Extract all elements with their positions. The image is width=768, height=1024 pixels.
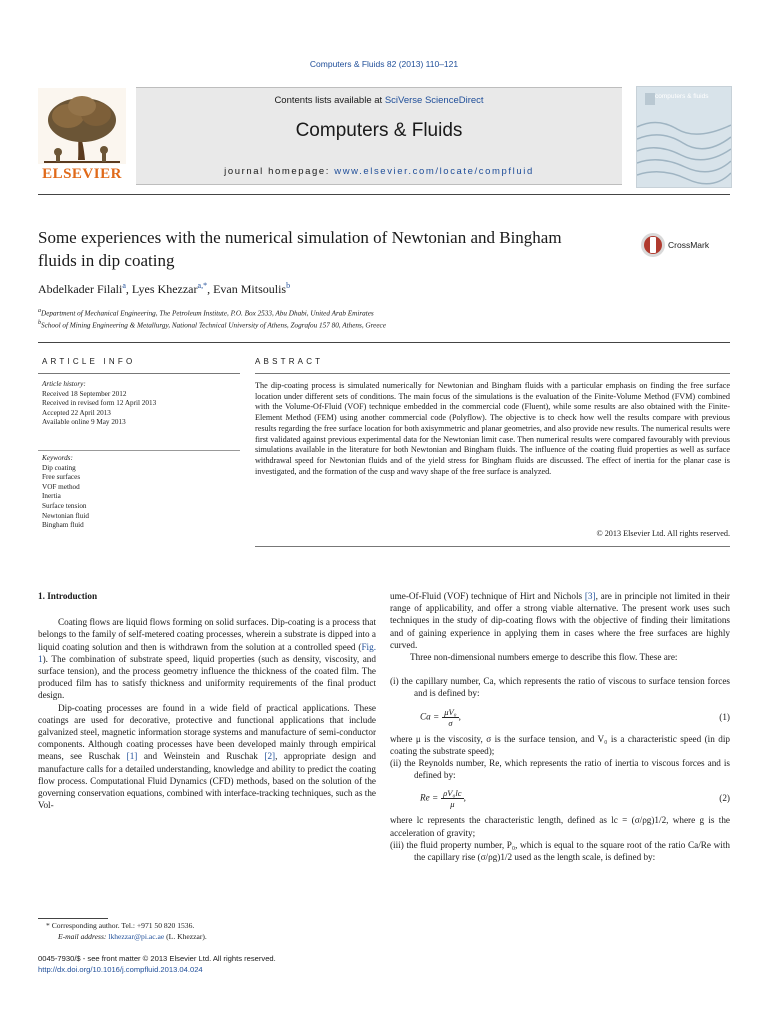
abstract-text: The dip-coating process is simulated numerically for Newtonian and Bingham fluids with a particular emphasis on finding the free surface location under different sets of conditions. The main focus of the simulations is the evaluation of the Finite-Volume Method (FVM) combined with the Volume-Of-Fluid (VOF) technique embedded in the commercial code (Fluent), while some results are also obtained with the Finite-Element Method (FEM) using another commercial code (Polyflow). The objective is to check how well the results compare with previous results regarding the free surface location for both axisymmetric and planar geometries, and also provide new results. The numerical results were first validated against previous experimental data for the Newtonian limit case. Then numerical results were compared favourably with previous simulations available in the literature for both Newtonian and Bingham fluids. The influence of the coating fluid properties as well as surface withdrawal speed for Newtonian fluids and of the yield stress for Bingham fluids are discussed. The effect of inertia for the planar case is investigated, and the formation of the cusp and wavy shape of the free surface is analyzed.: [255, 381, 731, 476]
keyword: Surface tension: [42, 501, 87, 510]
section-heading: 1. Introduction: [38, 591, 98, 601]
sciencedirect-link[interactable]: SciVerse ScienceDirect: [384, 95, 484, 106]
history-item: Received in revised form 12 April 2013: [42, 399, 157, 408]
cover-title: computers & fluids: [655, 93, 709, 100]
corresponding-author: * Corresponding author. Tel.: +971 50 820 1536.: [46, 921, 195, 930]
equation-lhs: Ca =: [420, 711, 440, 722]
affiliation-mark: b: [38, 320, 41, 327]
equation-fraction: [442, 707, 458, 728]
keyword: Free surfaces: [42, 473, 81, 482]
affiliation-text: Department of Mechanical Engineering, The Petroleum Institute, P.O. Box 2533, Abu Dhabi, United Arab Emirates: [41, 309, 374, 318]
paragraph: where lc represents the characteristic length, defined as lc = (σ/ρg)1/2, where g is the acceleration of gravity;: [390, 815, 730, 838]
keywords-label: Keywords:: [42, 454, 73, 462]
keywords-rule: [38, 450, 240, 451]
crossmark-label[interactable]: CrossMark: [668, 240, 710, 250]
author-list: Abdelkader Filali$^a$, Lyes Khezzar$^{a,*}$, Evan Mitsoulis$^b$: [38, 281, 291, 296]
author-affiliation-mark[interactable]: a: [122, 281, 126, 290]
homepage-link[interactable]: www.elsevier.com/locate/compfluid: [334, 166, 534, 177]
journal-reference[interactable]: Computers & Fluids 82 (2013) 110–121: [309, 59, 459, 69]
article-history: [42, 380, 237, 428]
paragraph-text: , are in principle not limited in their range of applicability, and offer a strong viable alternative. The present work uses such techniques in the study of dip-coating flows with the objective of finding their limitations and of gaining experience in applying them in cases where the free surfaces are highly curved.: [390, 591, 730, 650]
paragraph: [390, 590, 730, 651]
citation-link[interactable]: [2]: [264, 751, 276, 762]
paragraph: where μ is the viscosity, σ is the surface tension, and V₀ is a characteristic speed (in dip coating the substrate speed);: [390, 733, 730, 756]
contents-line: [136, 95, 622, 106]
keyword: Bingham fluid: [42, 521, 84, 530]
author-affiliation-mark[interactable]: a,*: [197, 281, 208, 290]
citation-link[interactable]: [1]: [126, 751, 138, 762]
list-item: (iii) the fluid property number, P₀, which is equal to the square root of the ratio Ca/Re with the capillary rise (σ/ρg)1/2 used as the length scale, is defined by:: [390, 839, 730, 863]
citation-link[interactable]: [3]: [584, 591, 596, 601]
keyword: Newtonian fluid: [42, 511, 89, 520]
author-affiliation-mark[interactable]: b: [286, 281, 291, 290]
section-rule: [38, 342, 730, 343]
affiliation-text: School of Mining Engineering & Metallurgy, National Technical University of Athens, Zografou 157 80, Athens, Greece: [41, 321, 386, 330]
cover-pattern: [637, 87, 731, 187]
journal-title: Computers & Fluids: [295, 120, 463, 141]
equation-fraction: [441, 788, 463, 809]
paragraph-text: ume-Of-Fluid (VOF) technique of Hirt and Nichols: [390, 591, 585, 601]
paragraph-text: and Weinstein and Ruschak: [137, 751, 265, 762]
email-link[interactable]: lkhezzar@pi.ac.ae: [108, 932, 165, 941]
publisher-name: ELSEVIER: [42, 166, 122, 182]
homepage-prefix: journal homepage:: [224, 166, 335, 177]
keyword: Dip coating: [42, 463, 76, 472]
affiliation-line: [38, 318, 386, 330]
journal-cover-thumbnail[interactable]: [636, 86, 732, 188]
paragraph: Three non-dimensional numbers emerge to describe this flow. These are:: [410, 652, 678, 663]
doi-link[interactable]: http://dx.doi.org/10.1016/j.compfluid.2013.04.024: [38, 965, 203, 974]
equation-number: (1): [719, 711, 730, 722]
history-item: Received 18 September 2012: [42, 389, 127, 398]
abstract-heading: ABSTRACT: [255, 357, 324, 366]
equation-number: (2): [719, 793, 730, 804]
article-title: Some experiences with the numerical simulation of Newtonian and Bingham fluids in dip coating: [38, 228, 562, 270]
equation-body: Re = $\frac{\text{ρV₀lc}}{\mu}$ ,: [420, 788, 466, 810]
history-label: Article history:: [42, 380, 86, 388]
equation-1: [390, 705, 730, 729]
body-right-column: [390, 590, 730, 863]
issn-line: 0045-7930/$ - see front matter © 2013 Elsevier Ltd. All rights reserved.: [38, 954, 276, 963]
affiliations: [38, 306, 386, 331]
fraction-numerator: μV₀: [444, 706, 457, 717]
fraction-numerator: ρV₀lc: [443, 788, 462, 799]
fraction-denominator: μ: [450, 799, 455, 810]
body-left-column: [38, 590, 376, 811]
abstract-bottom-rule: [255, 546, 730, 547]
header-rule: [38, 194, 730, 195]
keyword: Inertia: [42, 492, 61, 501]
email-label: E-mail address:: [58, 932, 109, 941]
elsevier-tree-logo: [38, 88, 126, 178]
list-item: (i) the capillary number, Ca, which represents the ratio of viscous to surface tension forces and is defined by:: [390, 676, 730, 699]
equation-lhs: Re =: [420, 793, 439, 804]
history-item: Available online 9 May 2013: [42, 418, 126, 427]
footnote-rule: [38, 918, 108, 919]
author-name: Lyes Khezzar: [131, 282, 198, 296]
contents-prefix: Contents lists available at: [274, 95, 385, 106]
affiliation-line: [38, 306, 386, 318]
issn-block: [38, 953, 276, 975]
copyright-line: © 2013 Elsevier Ltd. All rights reserved.: [596, 529, 730, 538]
paragraph-text: , appropriate design and manufacture calls for a detailed understanding, knowledge and ability to predict the coating flow process. Computational Fluid Dynamics (CFD) methods, based on the solution of the governing conservation equations, combined with interface-tracking techniques, such as the Vol-: [38, 751, 376, 811]
affiliation-mark: a: [38, 308, 41, 314]
article-info-heading: ARTICLE INFO: [42, 357, 136, 366]
email-name: (L. Khezzar).: [164, 932, 207, 941]
paragraph: [38, 616, 376, 701]
paragraph-text: ). The combination of substrate speed, liquid properties (such as density, viscosity, and surface tension), and the process geometry influence the thickness of the coated film. The produced film has to satisfy thickness and uniformity requirements of the final product design.: [38, 653, 376, 701]
paragraph-text: Coating flows are liquid flows forming on solid surfaces. Dip-coating is a process that belongs to the family of self-metered coating processes, wherein a substrate is dipped into a liquid coating solution and then is withdrawn from the solution at a controlled speed (: [38, 617, 376, 652]
email-line: [38, 931, 207, 942]
footnote: [38, 920, 207, 942]
equation-body: Ca = $\frac{\text{μV₀}}{\sigma}$ ,: [420, 706, 461, 728]
journal-homepage: [136, 166, 622, 177]
figure-link[interactable]: Fig. 1: [38, 641, 376, 664]
keywords: [42, 454, 237, 531]
fraction-denominator: σ: [448, 717, 453, 728]
history-item: Accepted 22 April 2013: [42, 408, 111, 417]
author-name: Evan Mitsoulis: [213, 282, 287, 296]
info-rule: [38, 373, 240, 374]
paragraph-text: Dip-coating processes are found in a wide field of practical applications. These coatings are used for decorative, protective and functional applications that include galvanized steel, magnetic information storage systems and manufacture of semi-conductor components. Although coating processes have been developed mainly through empirical means, see Ruschak: [38, 702, 376, 762]
author-name: Abdelkader Filali: [38, 282, 123, 296]
keyword: VOF method: [42, 482, 80, 491]
equation-2: [390, 786, 730, 810]
list-item: (ii) the Reynolds number, Re, which represents the ratio of inertia to viscous forces and is defined by:: [390, 758, 730, 781]
paragraph: [38, 702, 376, 812]
abstract-rule: [255, 373, 730, 374]
